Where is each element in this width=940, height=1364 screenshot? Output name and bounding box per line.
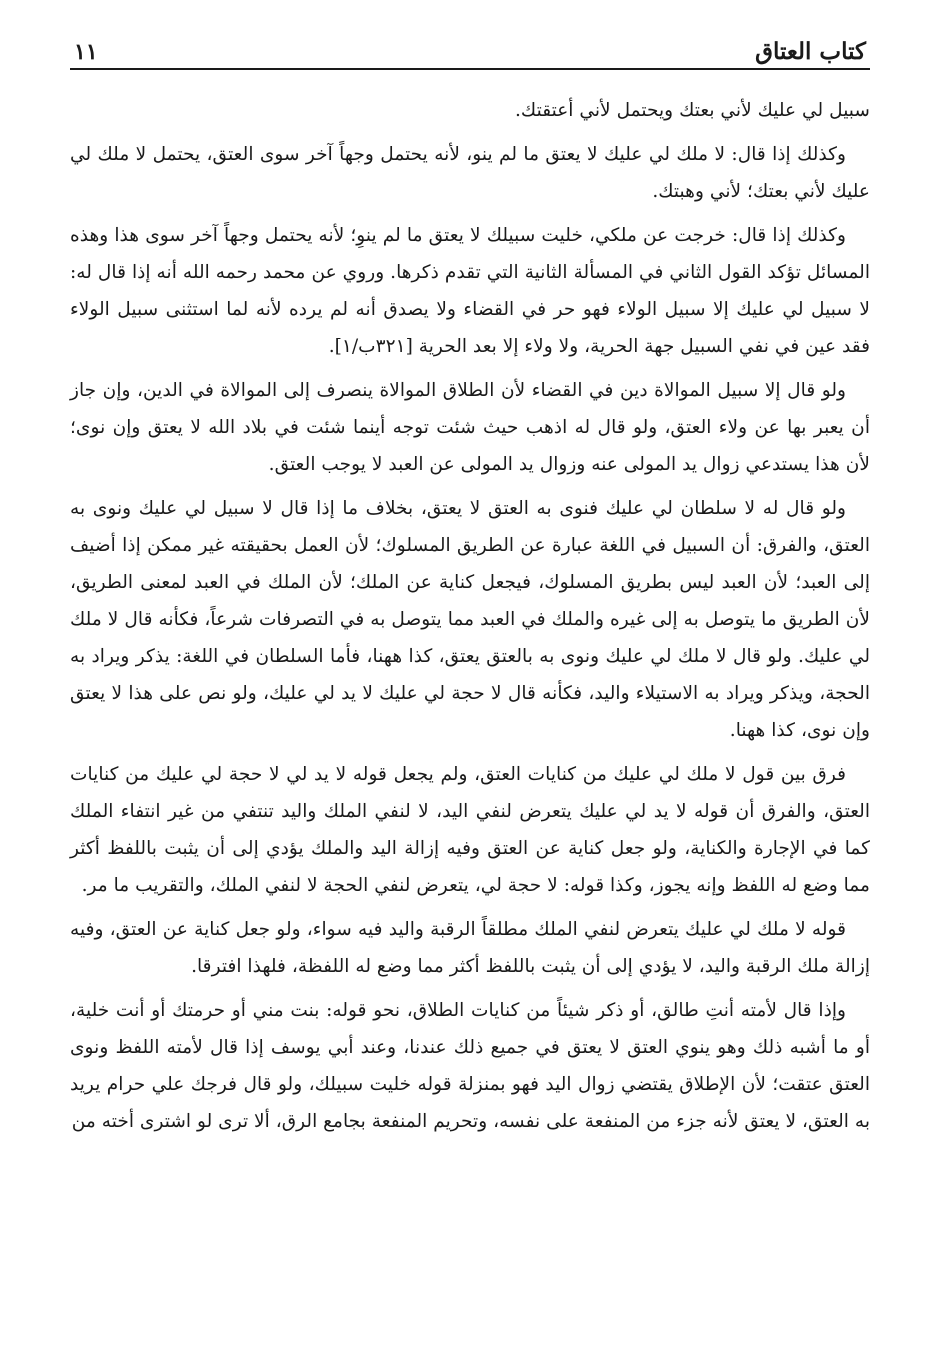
paragraph: ولو قال له لا سلطان لي عليك فنوى به العتق لا يعتق، بخلاف ما إذا قال لا سبيل لي عليك ونوى به العتق، والفرق: أن السبيل في اللغة عبارة عن الطريق المسلوك؛ لأن العمل بحقيقته غير ممكن إذا أضيف إلى العبد؛ لأن العبد ليس بطريق المسلوك، فيجعل كناية عن الملك؛ لأن الملك في العبد لمعنى الطريق، لأن الطريق ما يتوصل به إلى غيره والملك في العبد مما يتوصل به في التصرفات شرعاً، فكأنه قال لا ملك لي عليك. ولو قال لا ملك لي عليك ونوى به بالعتق يعتق، كذا ههنا، فأما السلطان في اللغة: يذكر ويراد به الحجة، ويذكر ويراد به الاستيلاء واليد، فكأنه قال لا حجة لي عليك لا يد لي عليك، ولو نص على هذا لا يعتق وإن نوى، كذا ههنا.	[70, 498, 871, 741]
paragraph: قوله لا ملك لي عليك يتعرض لنفي الملك مطلقاً الرقبة واليد فيه سواء، ولو جعل كناية عن العتق، وفيه إزالة ملك الرقبة واليد، لا يؤدي إلى أن يثبت باللفظ أكثر مما وضع له اللفظة، فلهذا افترقا.	[70, 919, 870, 977]
paragraph: ولو قال إلا سبيل الموالاة دين في القضاء لأن الطلاق الموالاة ينصرف إلى الموالاة في الدين، وإن جاز أن يعبر بها عن ولاء العتق، ولو قال له اذهب حيث شئت توجه أينما شئت في بلاد الله لا يعتق وإن نوى؛ لأن هذا يستدعي زوال يد المولى عنه وزوال يد المولى عن العبد لا يوجب العتق.	[70, 380, 870, 475]
paragraph: وكذلك إذا قال: خرجت عن ملكي، خليت سبيلك لا يعتق ما لم ينوِ؛ لأنه يحتمل وجهاً آخر سوى هذا وهذه المسائل تؤكد القول الثاني في المسألة الثانية التي تقدم ذكرها. وروي عن محمد رحمه الله أنه إذا قال له: لا سبيل لي عليك إلا سبيل الولاء فهو حر في القضاء ولا يصدق أنه لم يرده لأنه لما استثنى سبيل الولاء فقد عين في نفي السبيل جهة الحرية، ولا ولاء إلا بعد الحرية [٣٢١ب/١].	[70, 225, 870, 357]
paragraph: فرق بين قول لا ملك لي عليك من كنايات العتق، ولم يجعل قوله لا يد لي لا حجة لي عليك من كنايات العتق، والفرق أن قوله لا يد لي عليك يتعرض لنفي اليد، لا لنفي الملك واليد تنتفي من غير انتفاء الملك كما في الإجارة والكناية، ولو جعل كناية عن العتق وفيه إزالة اليد والملك يؤدي إلى أن يثبت باللفظ أكثر مما وضع له اللفظ وإنه يجوز، وكذا قوله: لا حجة لي، يتعرض لنفي الحجة لا لنفي الملك، والتقريب ما مر.	[70, 764, 870, 896]
running-header	[70, 26, 870, 70]
paragraph: وإذا قال لأمته أنتِ طالق، أو ذكر شيئاً من كنايات الطلاق، نحو قوله: بنت مني أو حرمتك أو أنت خلية، أو ما أشبه ذلك وهو ينوي العتق لا يعتق في جميع ذلك عندنا، وعند أبي يوسف إذا قال لأمته اللفظ ونوى العتق عتقت؛ لأن الإطلاق يقتضي زوال اليد فهو بمنزلة قوله خليت سبيلك، ولو قال فرجك علي حرام يريد به العتق، لا يعتق لأنه جزء من المنفعة على نفسه، وتحريم المنفعة بجامع الرق، ألا ترى لو اشترى أخته من	[70, 1000, 870, 1132]
paragraph: وكذلك إذا قال: لا ملك لي عليك لا يعتق ما لم ينو، لأنه يحتمل وجهاً آخر سوى العتق، يحتمل لا ملك لي عليك لأني بعتك؛ لأني وهبتك.	[70, 144, 870, 202]
body-text	[70, 92, 870, 1140]
document-page	[70, 26, 870, 1346]
page-number: ١١	[74, 38, 98, 65]
paragraph: سبيل لي عليك لأني بعتك ويحتمل لأني أعتقتك.	[515, 100, 870, 121]
book-title: كتاب العتاق	[755, 37, 866, 65]
